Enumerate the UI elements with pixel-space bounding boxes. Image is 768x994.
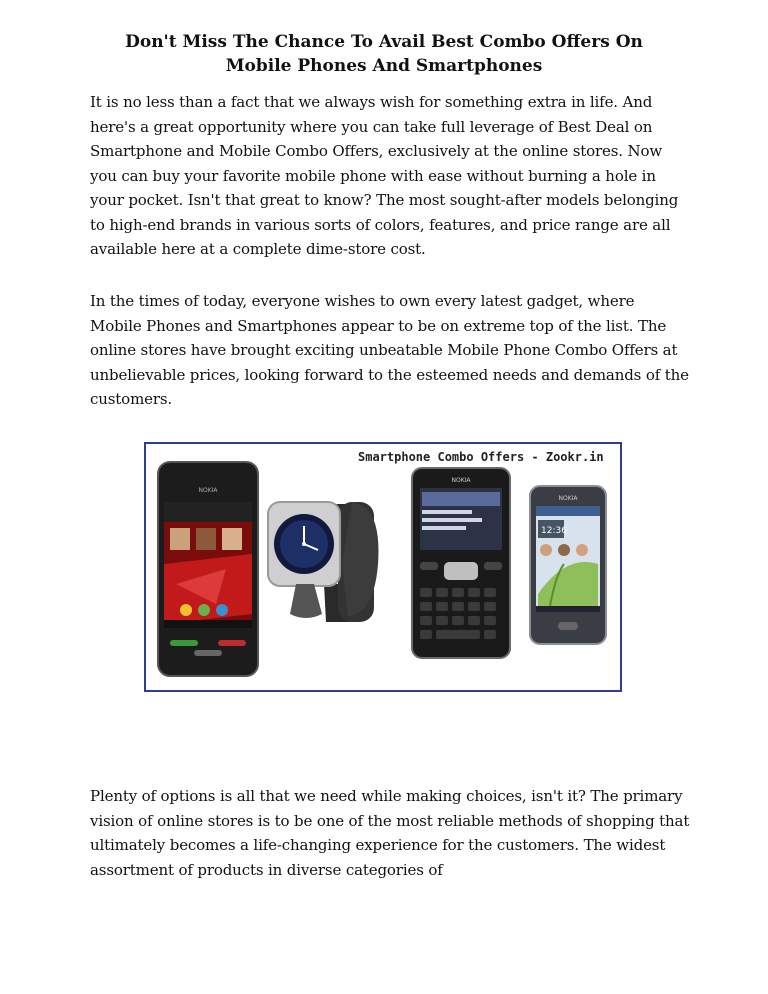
slim-phone-image bbox=[530, 486, 606, 644]
phones-illustration bbox=[146, 444, 622, 692]
figure-caption: Smartphone Combo Offers - Zookr.in bbox=[358, 450, 604, 464]
qwerty-phone-image bbox=[412, 468, 510, 658]
brand-label: NOKIA bbox=[198, 487, 218, 494]
smartwatch-image bbox=[268, 502, 378, 622]
touch-phone-image bbox=[158, 462, 258, 676]
paragraph-options: Plenty of options is all that we need while making choices, isn't it? The primary vision of online stores is to be one of the most reliable methods of shopping that ultimately becomes a life-changing experience for the customers. The widest assortment of products in diverse categories of bbox=[90, 787, 690, 879]
paragraph-gadgets: In the times of today, everyone wishes to own every latest gadget, where Mobile Phones and Smartphones appear to be on extreme top of the list. The online stores have brought exciting unbeatable Mobile Phone Combo Offers at unbelievable prices, looking forward to the esteemed needs and demands of the customers. bbox=[90, 292, 689, 408]
svg-text:12:36: 12:36 bbox=[541, 526, 567, 536]
paragraph-intro: It is no less than a fact that we always wish for something extra in life. And here's a great opportunity where you can take full leverage of Best Deal on Smartphone and Mobile Combo Offers, exclusively at the online stores. Now you can buy your favorite mobile phone with ease without burning a hole in your pocket. Isn't that great to know? The most sought-after models belonging to high-end brands in various sorts of colors, features, and price range are all available here at a complete dime-store cost. bbox=[90, 93, 679, 258]
product-image bbox=[144, 442, 622, 692]
document-title: Don't Miss The Chance To Avail Best Combo Offers On Mobile Phones And Smartphones bbox=[125, 32, 643, 76]
brand-label: NOKIA bbox=[451, 477, 471, 484]
brand-label: NOKIA bbox=[558, 495, 578, 502]
